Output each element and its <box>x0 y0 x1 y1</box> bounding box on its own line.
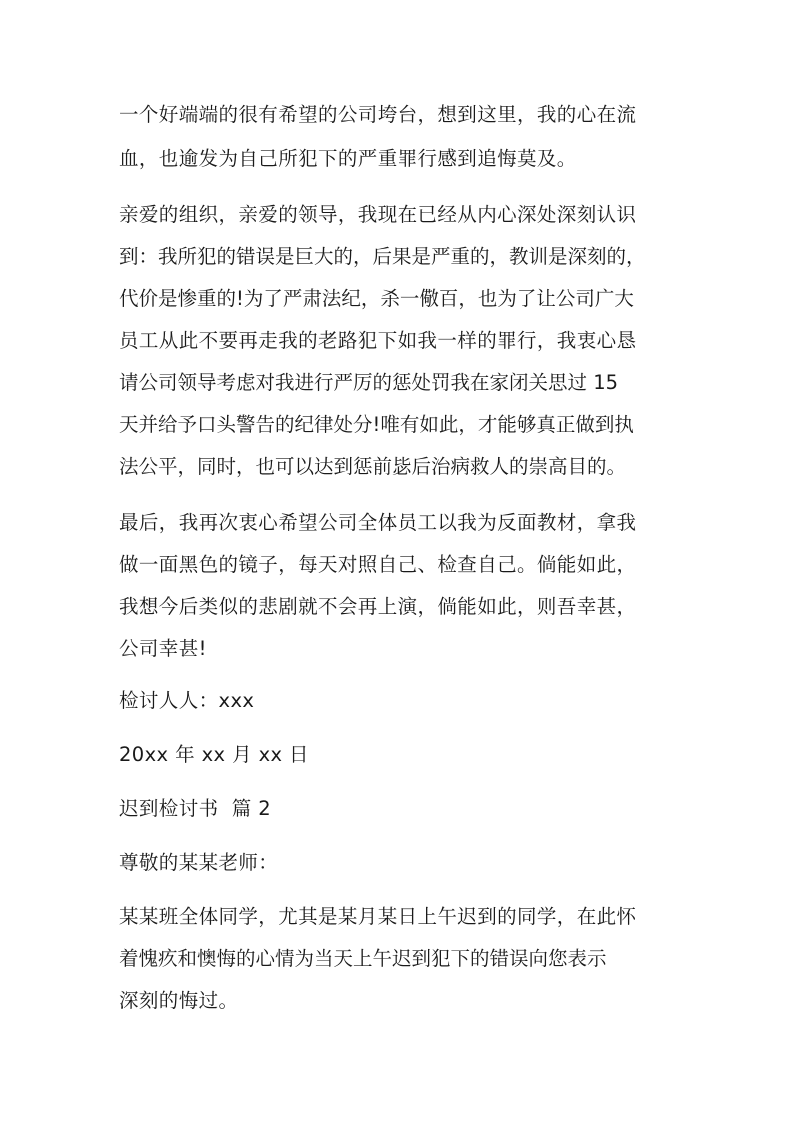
paragraph-line: 天并给予口头警告的纪律处分!唯有如此，才能够真正做到执 <box>119 413 634 436</box>
paragraph-line: 到：我所犯的错误是巨大的，后果是严重的，教训是深刻的， <box>119 245 646 268</box>
paragraph-line: 员工从此不要再走我的老路犯下如我一样的罪行，我衷心恳 <box>119 329 637 352</box>
section-title: 迟到检讨书 篇 2 <box>119 797 272 820</box>
date: 20xx 年 xx 月 xx 日 <box>119 743 309 766</box>
paragraph-line: 着愧疚和懊悔的心情为当天上午迟到犯下的错误向您表示 <box>119 947 607 970</box>
paragraph-line: 代价是惨重的!为了严肃法纪，杀一儆百，也为了让公司广大 <box>119 287 634 310</box>
paragraph-line: 最后，我再次衷心希望公司全体员工以我为反面教材，拿我 <box>119 511 637 534</box>
salutation: 尊敬的某某老师： <box>119 851 279 874</box>
paragraph-line: 我想今后类似的悲剧就不会再上演，倘能如此，则吾幸甚， <box>119 595 637 618</box>
paragraph-line: 请公司领导考虑对我进行严厉的惩处罚我在家闭关思过 15 <box>119 371 619 394</box>
paragraph-line: 亲爱的组织，亲爱的领导，我现在已经从内心深处深刻认识 <box>119 203 637 226</box>
paragraph-line: 血，也逾发为自己所犯下的严重罪行感到追悔莫及。 <box>119 147 577 170</box>
paragraph-line: 某某班全体同学，尤其是某月某日上午迟到的同学，在此怀 <box>119 905 637 928</box>
paragraph-line: 做一面黑色的镜子，每天对照自己、检查自己。倘能如此， <box>119 553 637 576</box>
paragraph-line: 深刻的悔过。 <box>119 989 239 1012</box>
paragraph-line: 一个好端端的很有希望的公司垮台，想到这里，我的心在流 <box>119 103 637 126</box>
signature: 检讨人人：xxx <box>119 689 255 712</box>
paragraph-line: 公司幸甚! <box>119 637 207 660</box>
paragraph-line: 法公平，同时，也可以达到惩前毖后治病救人的崇高目的。 <box>119 455 627 478</box>
